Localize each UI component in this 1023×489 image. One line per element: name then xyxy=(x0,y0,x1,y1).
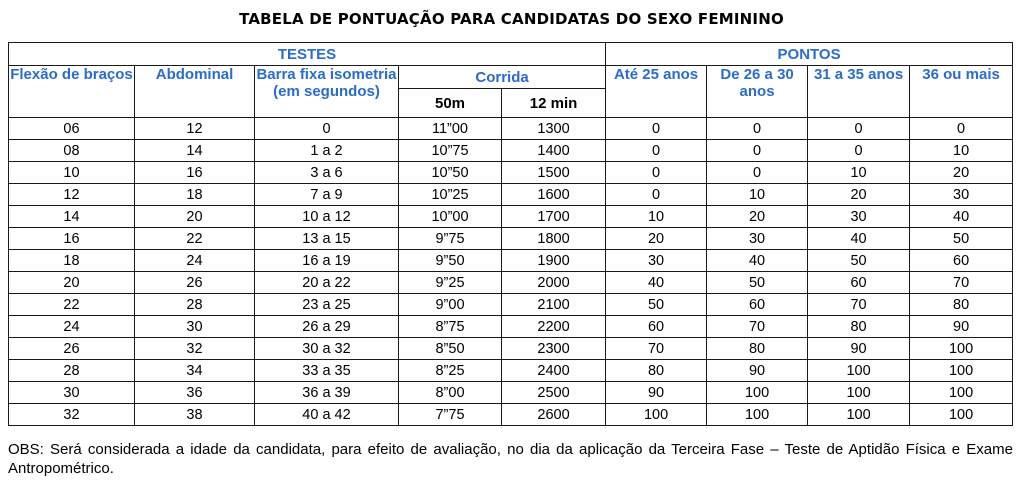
cell-12min: 2400 xyxy=(502,360,606,382)
cell-36mais: 30 xyxy=(910,184,1013,206)
cell-31a35: 20 xyxy=(808,184,910,206)
cell-ate25: 0 xyxy=(606,118,707,140)
cell-26a30: 0 xyxy=(707,140,808,162)
cell-31a35: 40 xyxy=(808,228,910,250)
cell-abdominal: 20 xyxy=(135,206,255,228)
group-header-pontos: PONTOS xyxy=(606,43,1013,66)
cell-12min: 2600 xyxy=(502,404,606,426)
cell-31a35: 80 xyxy=(808,316,910,338)
cell-abdominal: 18 xyxy=(135,184,255,206)
cell-barra: 10 a 12 xyxy=(255,206,399,228)
col-header-31a35: 31 a 35 anos xyxy=(808,66,910,118)
table-row xyxy=(9,228,1013,250)
table-row xyxy=(9,162,1013,184)
cell-abdominal: 30 xyxy=(135,316,255,338)
cell-12min: 1300 xyxy=(502,118,606,140)
cell-barra: 13 a 15 xyxy=(255,228,399,250)
cell-50m: 9”50 xyxy=(399,250,502,272)
cell-50m: 10”00 xyxy=(399,206,502,228)
cell-12min: 1700 xyxy=(502,206,606,228)
cell-abdominal: 34 xyxy=(135,360,255,382)
cell-barra: 20 a 22 xyxy=(255,272,399,294)
cell-31a35: 0 xyxy=(808,118,910,140)
cell-abdominal: 38 xyxy=(135,404,255,426)
cell-12min: 1800 xyxy=(502,228,606,250)
cell-ate25: 40 xyxy=(606,272,707,294)
score-table xyxy=(8,42,1013,426)
cell-12min: 1900 xyxy=(502,250,606,272)
cell-31a35: 100 xyxy=(808,360,910,382)
cell-barra: 0 xyxy=(255,118,399,140)
col-header-ate25: Até 25 anos xyxy=(606,66,707,118)
table-row xyxy=(9,294,1013,316)
cell-flexao: 30 xyxy=(9,382,135,404)
header-group-row xyxy=(9,43,1013,66)
table-row xyxy=(9,206,1013,228)
cell-flexao: 08 xyxy=(9,140,135,162)
cell-ate25: 20 xyxy=(606,228,707,250)
cell-50m: 8”00 xyxy=(399,382,502,404)
table-title: TABELA DE PONTUAÇÃO PARA CANDIDATAS DO SEXO FEMININO xyxy=(239,10,784,28)
cell-31a35: 100 xyxy=(808,382,910,404)
cell-flexao: 18 xyxy=(9,250,135,272)
cell-ate25: 80 xyxy=(606,360,707,382)
cell-50m: 11”00 xyxy=(399,118,502,140)
cell-ate25: 30 xyxy=(606,250,707,272)
cell-abdominal: 28 xyxy=(135,294,255,316)
cell-26a30: 50 xyxy=(707,272,808,294)
cell-abdominal: 26 xyxy=(135,272,255,294)
col-header-26a30: De 26 a 30 anos xyxy=(707,66,808,118)
cell-50m: 9”00 xyxy=(399,294,502,316)
col-header-36mais: 36 ou mais xyxy=(910,66,1013,118)
cell-flexao: 26 xyxy=(9,338,135,360)
cell-26a30: 30 xyxy=(707,228,808,250)
cell-26a30: 90 xyxy=(707,360,808,382)
cell-flexao: 06 xyxy=(9,118,135,140)
cell-31a35: 10 xyxy=(808,162,910,184)
table-row xyxy=(9,184,1013,206)
table-row xyxy=(9,118,1013,140)
cell-ate25: 100 xyxy=(606,404,707,426)
cell-barra: 30 a 32 xyxy=(255,338,399,360)
table-row xyxy=(9,404,1013,426)
score-table-body xyxy=(9,118,1013,426)
cell-barra: 3 a 6 xyxy=(255,162,399,184)
cell-50m: 10”50 xyxy=(399,162,502,184)
cell-12min: 2000 xyxy=(502,272,606,294)
cell-50m: 9”75 xyxy=(399,228,502,250)
cell-ate25: 0 xyxy=(606,162,707,184)
cell-26a30: 80 xyxy=(707,338,808,360)
col-header-12min: 12 min xyxy=(502,89,606,118)
cell-barra: 7 a 9 xyxy=(255,184,399,206)
cell-barra: 26 a 29 xyxy=(255,316,399,338)
cell-12min: 1500 xyxy=(502,162,606,184)
cell-36mais: 100 xyxy=(910,360,1013,382)
cell-12min: 1400 xyxy=(502,140,606,162)
cell-abdominal: 12 xyxy=(135,118,255,140)
cell-12min: 2500 xyxy=(502,382,606,404)
cell-flexao: 32 xyxy=(9,404,135,426)
cell-flexao: 22 xyxy=(9,294,135,316)
cell-flexao: 28 xyxy=(9,360,135,382)
cell-26a30: 100 xyxy=(707,382,808,404)
col-header-abdominal: Abdominal xyxy=(135,66,255,118)
cell-abdominal: 14 xyxy=(135,140,255,162)
cell-ate25: 0 xyxy=(606,184,707,206)
cell-50m: 10”25 xyxy=(399,184,502,206)
cell-31a35: 100 xyxy=(808,404,910,426)
cell-flexao: 24 xyxy=(9,316,135,338)
cell-36mais: 100 xyxy=(910,338,1013,360)
cell-abdominal: 36 xyxy=(135,382,255,404)
cell-36mais: 80 xyxy=(910,294,1013,316)
cell-31a35: 60 xyxy=(808,272,910,294)
cell-36mais: 40 xyxy=(910,206,1013,228)
cell-36mais: 90 xyxy=(910,316,1013,338)
cell-barra: 33 a 35 xyxy=(255,360,399,382)
cell-36mais: 50 xyxy=(910,228,1013,250)
cell-abdominal: 16 xyxy=(135,162,255,184)
cell-flexao: 10 xyxy=(9,162,135,184)
cell-36mais: 100 xyxy=(910,382,1013,404)
cell-12min: 2100 xyxy=(502,294,606,316)
cell-36mais: 100 xyxy=(910,404,1013,426)
cell-26a30: 10 xyxy=(707,184,808,206)
col-header-barra: Barra fixa isometria (em segundos) xyxy=(255,66,399,118)
cell-26a30: 40 xyxy=(707,250,808,272)
cell-12min: 2200 xyxy=(502,316,606,338)
cell-ate25: 90 xyxy=(606,382,707,404)
cell-abdominal: 22 xyxy=(135,228,255,250)
cell-26a30: 0 xyxy=(707,118,808,140)
table-row xyxy=(9,140,1013,162)
cell-ate25: 0 xyxy=(606,140,707,162)
col-header-corrida: Corrida xyxy=(399,66,606,89)
cell-31a35: 50 xyxy=(808,250,910,272)
cell-31a35: 90 xyxy=(808,338,910,360)
cell-flexao: 16 xyxy=(9,228,135,250)
cell-ate25: 50 xyxy=(606,294,707,316)
col-header-flexao: Flexão de braços xyxy=(9,66,135,118)
table-row xyxy=(9,272,1013,294)
cell-36mais: 20 xyxy=(910,162,1013,184)
cell-26a30: 0 xyxy=(707,162,808,184)
cell-barra: 40 a 42 xyxy=(255,404,399,426)
cell-36mais: 0 xyxy=(910,118,1013,140)
cell-ate25: 70 xyxy=(606,338,707,360)
cell-31a35: 0 xyxy=(808,140,910,162)
cell-abdominal: 24 xyxy=(135,250,255,272)
cell-flexao: 12 xyxy=(9,184,135,206)
cell-12min: 1600 xyxy=(502,184,606,206)
cell-26a30: 70 xyxy=(707,316,808,338)
table-row xyxy=(9,316,1013,338)
cell-50m: 10”75 xyxy=(399,140,502,162)
cell-barra: 16 a 19 xyxy=(255,250,399,272)
cell-50m: 8”25 xyxy=(399,360,502,382)
table-row xyxy=(9,382,1013,404)
cell-abdominal: 32 xyxy=(135,338,255,360)
cell-36mais: 70 xyxy=(910,272,1013,294)
group-header-testes: TESTES xyxy=(9,43,606,66)
table-row xyxy=(9,338,1013,360)
table-row xyxy=(9,250,1013,272)
cell-barra: 36 a 39 xyxy=(255,382,399,404)
cell-26a30: 60 xyxy=(707,294,808,316)
cell-50m: 9”25 xyxy=(399,272,502,294)
cell-flexao: 14 xyxy=(9,206,135,228)
cell-50m: 8”75 xyxy=(399,316,502,338)
cell-ate25: 10 xyxy=(606,206,707,228)
cell-ate25: 60 xyxy=(606,316,707,338)
cell-31a35: 70 xyxy=(808,294,910,316)
cell-26a30: 20 xyxy=(707,206,808,228)
table-row xyxy=(9,360,1013,382)
cell-26a30: 100 xyxy=(707,404,808,426)
cell-flexao: 20 xyxy=(9,272,135,294)
cell-36mais: 10 xyxy=(910,140,1013,162)
cell-31a35: 30 xyxy=(808,206,910,228)
cell-50m: 7”75 xyxy=(399,404,502,426)
observation-note: OBS: Será considerada a idade da candidata, para efeito de avaliação, no dia da aplicação da Terceira Fase – Teste de Aptidão Física e Exame Antropométrico. xyxy=(8,441,1013,477)
cell-50m: 8”50 xyxy=(399,338,502,360)
cell-barra: 23 a 25 xyxy=(255,294,399,316)
cell-12min: 2300 xyxy=(502,338,606,360)
cell-barra: 1 a 2 xyxy=(255,140,399,162)
cell-36mais: 60 xyxy=(910,250,1013,272)
header-row xyxy=(9,66,1013,89)
col-header-50m: 50m xyxy=(399,89,502,118)
